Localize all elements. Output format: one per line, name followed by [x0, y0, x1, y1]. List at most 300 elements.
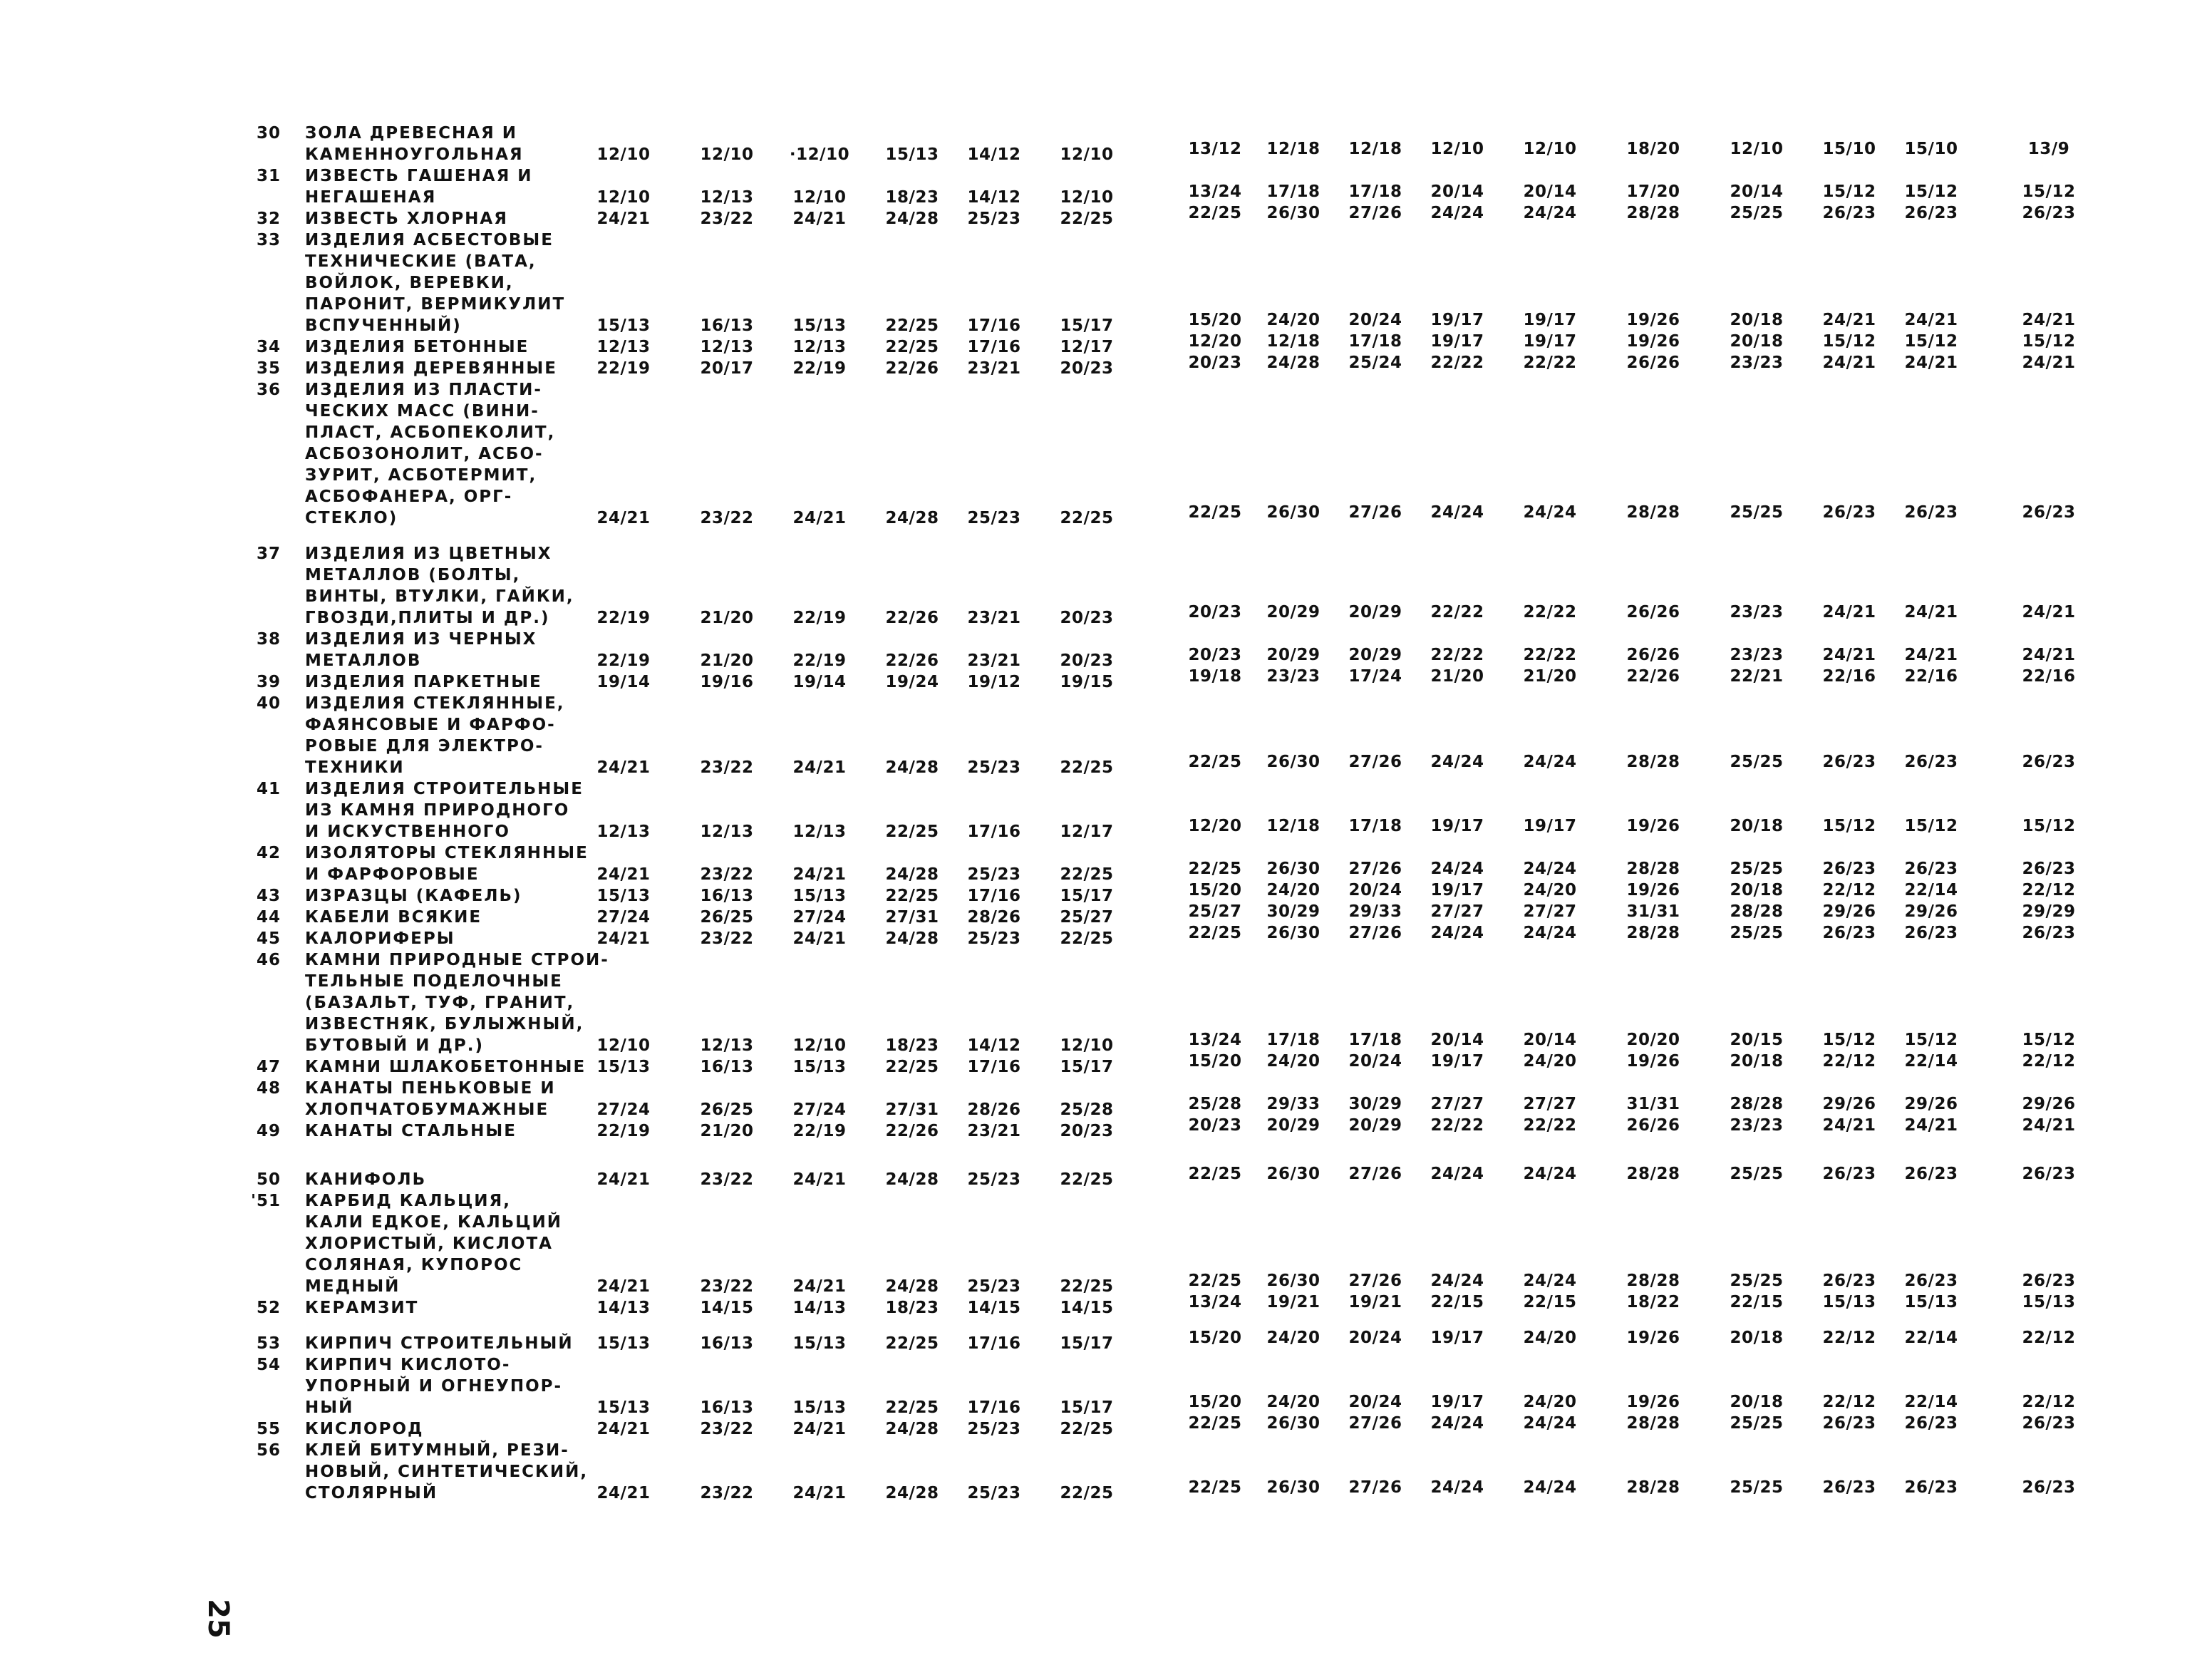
- value-cell: 25/23: [967, 929, 1021, 948]
- value-cell: 28/28: [1626, 753, 1680, 771]
- value-cell: 22/22: [1430, 354, 1484, 372]
- value-cell: 28/28: [1626, 860, 1680, 878]
- value-cell: 26/23: [1904, 1478, 1958, 1497]
- value-cell: 22/25: [885, 823, 939, 841]
- value-cell: 22/22: [1523, 646, 1577, 664]
- row-name-line: ИЗОЛЯТОРЫ СТЕКЛЯННЫЕ: [305, 844, 589, 862]
- value-cell: 22/21: [1730, 667, 1784, 686]
- value-cell: 25/28: [1060, 1100, 1114, 1119]
- value-cell: 24/21: [596, 1170, 651, 1189]
- row-name-line: НЕГАШЕНАЯ: [305, 188, 437, 207]
- value-cell: 19/18: [1188, 667, 1242, 686]
- row-name-line: КИСЛОРОД: [305, 1420, 424, 1438]
- value-cell: 22/25: [1188, 753, 1242, 771]
- value-cell: 26/23: [1822, 1478, 1876, 1497]
- value-cell: 15/12: [2022, 332, 2076, 351]
- value-cell: 20/23: [1188, 646, 1242, 664]
- row-number: 53: [256, 1334, 281, 1353]
- row-name-line: КАНИФОЛЬ: [305, 1170, 427, 1189]
- value-cell: 25/27: [1188, 902, 1242, 921]
- value-cell: 22/16: [2022, 667, 2076, 686]
- value-cell: 24/28: [885, 1420, 939, 1438]
- value-cell: 15/13: [596, 1334, 651, 1353]
- value-cell: 22/19: [596, 1122, 651, 1140]
- value-cell: 24/24: [1430, 753, 1484, 771]
- value-cell: 14/15: [967, 1299, 1021, 1317]
- value-cell: 28/28: [1730, 902, 1784, 921]
- value-cell: 15/13: [792, 1398, 847, 1417]
- row-name-line: ЗОЛА ДРЕВЕСНАЯ И: [305, 124, 517, 143]
- value-cell: 22/15: [1430, 1293, 1484, 1311]
- row-number: 31: [256, 167, 281, 185]
- value-cell: 12/10: [1060, 1036, 1114, 1055]
- value-cell: 12/10: [596, 1036, 651, 1055]
- value-cell: 19/12: [967, 673, 1021, 691]
- value-cell: 22/25: [885, 316, 939, 335]
- value-cell: 15/20: [1188, 1052, 1242, 1071]
- value-cell: 25/27: [1060, 908, 1114, 927]
- value-cell: 27/24: [596, 908, 651, 927]
- value-cell: 26/23: [1904, 860, 1958, 878]
- value-cell: 22/25: [1060, 865, 1114, 884]
- value-cell: 26/26: [1626, 354, 1680, 372]
- row-name-line: ИЗДЕЛИЯ ПАРКЕТНЫЕ: [305, 673, 542, 691]
- value-cell: 17/18: [1266, 182, 1321, 201]
- value-cell: 22/25: [1188, 1165, 1242, 1183]
- row-name-line: КАМНИ ШЛАКОБЕТОННЫЕ: [305, 1058, 586, 1076]
- value-cell: 17/24: [1348, 667, 1402, 686]
- page-number: 25: [201, 1599, 234, 1639]
- value-cell: 22/26: [885, 359, 939, 378]
- value-cell: 15/17: [1060, 1334, 1114, 1353]
- value-cell: 22/15: [1523, 1293, 1577, 1311]
- value-cell: 15/13: [596, 887, 651, 905]
- value-cell: 24/21: [596, 758, 651, 777]
- value-cell: 22/25: [1060, 758, 1114, 777]
- row-name-line: КАБЕЛИ ВСЯКИЕ: [305, 908, 482, 927]
- value-cell: 20/29: [1266, 1116, 1321, 1135]
- value-cell: 24/28: [885, 758, 939, 777]
- value-cell: 17/18: [1348, 332, 1402, 351]
- row-number: 33: [256, 231, 281, 249]
- value-cell: 22/19: [792, 609, 847, 627]
- value-cell: 16/13: [700, 1058, 754, 1076]
- row-name-line: СТОЛЯРНЫЙ: [305, 1484, 438, 1502]
- value-cell: 22/25: [1188, 503, 1242, 522]
- value-cell: 15/13: [596, 1398, 651, 1417]
- value-cell: 25/25: [1730, 924, 1784, 942]
- value-cell: 24/28: [885, 1484, 939, 1502]
- value-cell: 26/26: [1626, 1116, 1680, 1135]
- value-cell: 26/23: [1822, 1414, 1876, 1433]
- value-cell: 21/20: [700, 651, 754, 670]
- value-cell: 22/25: [1188, 860, 1242, 878]
- row-name-line: ВИНТЫ, ВТУЛКИ, ГАЙКИ,: [305, 587, 574, 606]
- value-cell: 17/18: [1348, 182, 1402, 201]
- value-cell: 20/23: [1060, 359, 1114, 378]
- value-cell: 12/10: [792, 188, 847, 207]
- value-cell: 20/24: [1348, 1329, 1402, 1347]
- row-name-line: КАЛОРИФЕРЫ: [305, 929, 455, 948]
- value-cell: 18/23: [885, 1036, 939, 1055]
- value-cell: 25/25: [1730, 503, 1784, 522]
- row-name-line: СОЛЯНАЯ, КУПОРОС: [305, 1256, 523, 1274]
- value-cell: 26/26: [1626, 603, 1680, 622]
- value-cell: 20/14: [1523, 182, 1577, 201]
- value-cell: 27/26: [1348, 503, 1402, 522]
- value-cell: 15/13: [596, 1058, 651, 1076]
- value-cell: 17/18: [1266, 1031, 1321, 1049]
- value-cell: 24/21: [1904, 646, 1958, 664]
- value-cell: 24/21: [1904, 1116, 1958, 1135]
- value-cell: 24/20: [1523, 1052, 1577, 1071]
- value-cell: 15/17: [1060, 1058, 1114, 1076]
- value-cell: 26/23: [1904, 753, 1958, 771]
- value-cell: 28/26: [967, 908, 1021, 927]
- value-cell: 24/24: [1523, 1272, 1577, 1290]
- row-name-line: ИЗРАЗЦЫ (КАФЕЛЬ): [305, 887, 522, 905]
- value-cell: 24/24: [1430, 1478, 1484, 1497]
- value-cell: 24/28: [885, 865, 939, 884]
- value-cell: 15/17: [1060, 316, 1114, 335]
- value-cell: 12/10: [700, 145, 754, 164]
- value-cell: 21/20: [700, 1122, 754, 1140]
- value-cell: 26/23: [1904, 503, 1958, 522]
- value-cell: 26/23: [2022, 924, 2076, 942]
- row-number: 34: [256, 338, 281, 356]
- value-cell: 17/16: [967, 1334, 1021, 1353]
- row-name-line: КАЛИ ЕДКОЕ, КАЛЬЦИЙ: [305, 1213, 563, 1232]
- value-cell: 25/23: [967, 865, 1021, 884]
- value-cell: 24/21: [596, 1277, 651, 1296]
- value-cell: 22/25: [1060, 1484, 1114, 1502]
- value-cell: 28/28: [1730, 1095, 1784, 1113]
- value-cell: 12/13: [792, 338, 847, 356]
- row-number: 40: [256, 694, 281, 713]
- row-name-line: АСБОЗОНОЛИТ, АСБО-: [305, 445, 544, 463]
- value-cell: 22/12: [2022, 1393, 2076, 1411]
- value-cell: 23/21: [967, 651, 1021, 670]
- row-name-line: СТЕКЛО): [305, 509, 398, 527]
- value-cell: 26/30: [1266, 503, 1321, 522]
- value-cell: 28/28: [1626, 924, 1680, 942]
- value-cell: 12/18: [1266, 332, 1321, 351]
- value-cell: 24/21: [2022, 311, 2076, 329]
- value-cell: 24/21: [792, 865, 847, 884]
- value-cell: 24/21: [2022, 354, 2076, 372]
- value-cell: 20/18: [1730, 332, 1784, 351]
- value-cell: 26/26: [1626, 646, 1680, 664]
- value-cell: 20/23: [1060, 1122, 1114, 1140]
- value-cell: 20/29: [1348, 646, 1402, 664]
- value-cell: 28/28: [1626, 1165, 1680, 1183]
- value-cell: 22/25: [1060, 509, 1114, 527]
- row-number: 50: [256, 1170, 281, 1189]
- value-cell: 22/15: [1730, 1293, 1784, 1311]
- row-name-line: ВСПУЧЕННЫЙ): [305, 316, 462, 335]
- value-cell: 25/23: [967, 1277, 1021, 1296]
- value-cell: 24/24: [1523, 860, 1577, 878]
- value-cell: 26/23: [1904, 1165, 1958, 1183]
- value-cell: 23/22: [700, 1170, 754, 1189]
- value-cell: 15/12: [1822, 182, 1876, 201]
- value-cell: 24/21: [596, 210, 651, 228]
- row-number: 32: [256, 210, 281, 228]
- value-cell: 29/26: [2022, 1095, 2076, 1113]
- value-cell: 19/21: [1266, 1293, 1321, 1311]
- row-name-line: КАМЕННОУГОЛЬНАЯ: [305, 145, 524, 164]
- value-cell: 27/27: [1430, 902, 1484, 921]
- value-cell: 27/26: [1348, 1414, 1402, 1433]
- value-cell: 22/25: [885, 1334, 939, 1353]
- row-name-line: КАНАТЫ ПЕНЬКОВЫЕ И: [305, 1079, 556, 1098]
- value-cell: 27/26: [1348, 1478, 1402, 1497]
- row-number: 52: [256, 1299, 281, 1317]
- value-cell: 23/22: [700, 929, 754, 948]
- value-cell: 15/12: [1822, 332, 1876, 351]
- value-cell: 16/13: [700, 1398, 754, 1417]
- value-cell: 15/13: [792, 1058, 847, 1076]
- value-cell: 25/24: [1348, 354, 1402, 372]
- value-cell: 21/20: [1523, 667, 1577, 686]
- value-cell: 25/25: [1730, 1478, 1784, 1497]
- value-cell: 24/21: [2022, 1116, 2076, 1135]
- value-cell: 26/23: [2022, 1414, 2076, 1433]
- value-cell: 24/21: [792, 1170, 847, 1189]
- value-cell: 22/12: [2022, 1329, 2076, 1347]
- value-cell: 24/24: [1523, 1478, 1577, 1497]
- value-cell: 26/23: [1822, 1272, 1876, 1290]
- value-cell: 12/18: [1266, 140, 1321, 158]
- row-name-line: КИРПИЧ СТРОИТЕЛЬНЫЙ: [305, 1334, 574, 1353]
- value-cell: 15/20: [1188, 881, 1242, 899]
- value-cell: 17/16: [967, 823, 1021, 841]
- row-number: 36: [256, 381, 281, 399]
- row-name-line: ИЗДЕЛИЯ ИЗ ПЛАСТИ-: [305, 381, 542, 399]
- row-name-line: ПАРОНИТ, ВЕРМИКУЛИТ: [305, 295, 566, 314]
- value-cell: 26/30: [1266, 924, 1321, 942]
- value-cell: 24/21: [2022, 646, 2076, 664]
- value-cell: 25/25: [1730, 1272, 1784, 1290]
- value-cell: 29/26: [1822, 902, 1876, 921]
- value-cell: 22/19: [792, 651, 847, 670]
- value-cell: ·12/10: [789, 145, 850, 164]
- value-cell: 20/17: [700, 359, 754, 378]
- value-cell: 24/24: [1430, 1414, 1484, 1433]
- value-cell: 20/14: [1430, 182, 1484, 201]
- row-number: 42: [256, 844, 281, 862]
- value-cell: 24/21: [1822, 311, 1876, 329]
- value-cell: 30/29: [1266, 902, 1321, 921]
- value-cell: 19/16: [700, 673, 754, 691]
- value-cell: 24/24: [1523, 753, 1577, 771]
- value-cell: 19/17: [1430, 881, 1484, 899]
- row-name-line: ТЕХНИЧЕСКИЕ (ВАТА,: [305, 252, 537, 271]
- value-cell: 15/13: [792, 1334, 847, 1353]
- value-cell: 15/13: [792, 887, 847, 905]
- value-cell: 26/25: [700, 1100, 754, 1119]
- value-cell: 24/20: [1266, 881, 1321, 899]
- value-cell: 14/13: [596, 1299, 651, 1317]
- value-cell: 19/14: [792, 673, 847, 691]
- value-cell: 22/16: [1822, 667, 1876, 686]
- value-cell: 15/13: [1822, 1293, 1876, 1311]
- row-name-line: МЕТАЛЛОВ (БОЛТЫ,: [305, 566, 521, 584]
- value-cell: 15/13: [596, 316, 651, 335]
- value-cell: 23/22: [700, 509, 754, 527]
- value-cell: 15/20: [1188, 1393, 1242, 1411]
- value-cell: 24/21: [1904, 603, 1958, 622]
- value-cell: 26/23: [1822, 753, 1876, 771]
- value-cell: 15/12: [1904, 1031, 1958, 1049]
- value-cell: 24/24: [1430, 1165, 1484, 1183]
- value-cell: 28/28: [1626, 1414, 1680, 1433]
- value-cell: 29/33: [1266, 1095, 1321, 1113]
- value-cell: 15/10: [1822, 140, 1876, 158]
- value-cell: 15/12: [1822, 1031, 1876, 1049]
- row-name-line: ИЗДЕЛИЯ АСБЕСТОВЫЕ: [305, 231, 554, 249]
- value-cell: 18/23: [885, 1299, 939, 1317]
- value-cell: 15/17: [1060, 1398, 1114, 1417]
- row-number: 41: [256, 780, 281, 798]
- value-cell: 22/14: [1904, 1052, 1958, 1071]
- value-cell: 24/21: [792, 1277, 847, 1296]
- value-cell: 29/26: [1822, 1095, 1876, 1113]
- value-cell: 19/21: [1348, 1293, 1402, 1311]
- row-name-line: НОВЫЙ, СИНТЕТИЧЕСКИЙ,: [305, 1463, 589, 1481]
- value-cell: 12/17: [1060, 338, 1114, 356]
- row-name-line: ИЗДЕЛИЯ ИЗ ЦВЕТНЫХ: [305, 545, 552, 563]
- value-cell: 14/15: [1060, 1299, 1114, 1317]
- value-cell: 24/20: [1523, 881, 1577, 899]
- value-cell: 22/25: [1188, 1272, 1242, 1290]
- value-cell: 19/26: [1626, 332, 1680, 351]
- row-number: 37: [256, 545, 281, 563]
- value-cell: 26/23: [1822, 924, 1876, 942]
- value-cell: 12/10: [1730, 140, 1784, 158]
- value-cell: 27/24: [596, 1100, 651, 1119]
- value-cell: 12/13: [792, 823, 847, 841]
- value-cell: 22/25: [1060, 1420, 1114, 1438]
- value-cell: 26/30: [1266, 1478, 1321, 1497]
- row-name-line: ИЗВЕСТЬ ХЛОРНАЯ: [305, 210, 508, 228]
- value-cell: 19/17: [1430, 1329, 1484, 1347]
- value-cell: 14/12: [967, 188, 1021, 207]
- value-cell: 24/20: [1266, 1052, 1321, 1071]
- row-name-line: ИЗДЕЛИЯ СТРОИТЕЛЬНЫЕ: [305, 780, 584, 798]
- value-cell: 20/18: [1730, 311, 1784, 329]
- value-cell: 18/23: [885, 188, 939, 207]
- value-cell: 26/30: [1266, 1414, 1321, 1433]
- value-cell: 15/13: [792, 316, 847, 335]
- value-cell: 26/23: [2022, 1478, 2076, 1497]
- value-cell: 24/21: [1822, 354, 1876, 372]
- value-cell: 23/22: [700, 758, 754, 777]
- value-cell: 27/26: [1348, 1165, 1402, 1183]
- value-cell: 31/31: [1626, 902, 1680, 921]
- value-cell: 20/29: [1348, 1116, 1402, 1135]
- value-cell: 24/21: [596, 929, 651, 948]
- value-cell: 17/16: [967, 338, 1021, 356]
- row-name-line: АСБОФАНЕРА, ОРГ-: [305, 488, 513, 506]
- value-cell: 24/21: [1822, 603, 1876, 622]
- value-cell: 27/27: [1523, 902, 1577, 921]
- value-cell: 16/13: [700, 887, 754, 905]
- value-cell: 24/24: [1430, 204, 1484, 222]
- value-cell: 15/12: [1904, 817, 1958, 835]
- value-cell: 20/14: [1523, 1031, 1577, 1049]
- value-cell: 14/15: [700, 1299, 754, 1317]
- value-cell: 25/23: [967, 509, 1021, 527]
- value-cell: 22/25: [885, 1058, 939, 1076]
- value-cell: 19/26: [1626, 1393, 1680, 1411]
- value-cell: 27/26: [1348, 753, 1402, 771]
- value-cell: 23/22: [700, 1484, 754, 1502]
- value-cell: 22/22: [1430, 603, 1484, 622]
- value-cell: 28/28: [1626, 204, 1680, 222]
- row-number: 48: [256, 1079, 281, 1098]
- value-cell: 28/28: [1626, 503, 1680, 522]
- value-cell: 27/26: [1348, 860, 1402, 878]
- value-cell: 12/13: [596, 823, 651, 841]
- value-cell: 22/22: [1430, 1116, 1484, 1135]
- row-name-line: ТЕЛЬНЫЕ ПОДЕЛОЧНЫЕ: [305, 972, 563, 991]
- value-cell: 18/22: [1626, 1293, 1680, 1311]
- value-cell: 19/17: [1523, 817, 1577, 835]
- value-cell: 25/25: [1730, 1165, 1784, 1183]
- value-cell: 25/25: [1730, 204, 1784, 222]
- row-number: 35: [256, 359, 281, 378]
- row-name-line: КИРПИЧ КИСЛОТО-: [305, 1356, 511, 1374]
- value-cell: 26/30: [1266, 1272, 1321, 1290]
- value-cell: 17/20: [1626, 182, 1680, 201]
- value-cell: 23/22: [700, 1277, 754, 1296]
- value-cell: 20/23: [1188, 354, 1242, 372]
- value-cell: 25/25: [1730, 753, 1784, 771]
- value-cell: 22/26: [1626, 667, 1680, 686]
- value-cell: 24/21: [1822, 646, 1876, 664]
- value-cell: 13/24: [1188, 1031, 1242, 1049]
- value-cell: 22/22: [1523, 603, 1577, 622]
- row-number: 43: [256, 887, 281, 905]
- row-name-line: ХЛОПЧАТОБУМАЖНЫЕ: [305, 1100, 549, 1119]
- value-cell: 21/20: [700, 609, 754, 627]
- value-cell: 22/19: [792, 359, 847, 378]
- row-name-line: ИЗ КАМНЯ ПРИРОДНОГО: [305, 801, 570, 820]
- value-cell: 22/25: [1060, 1277, 1114, 1296]
- value-cell: 25/28: [1188, 1095, 1242, 1113]
- row-number: 49: [256, 1122, 281, 1140]
- value-cell: 22/22: [1430, 646, 1484, 664]
- value-cell: 25/25: [1730, 1414, 1784, 1433]
- row-name-line: БУТОВЫЙ И ДР.): [305, 1036, 484, 1055]
- value-cell: 24/24: [1430, 1272, 1484, 1290]
- value-cell: 22/25: [1060, 929, 1114, 948]
- value-cell: 22/25: [1060, 1170, 1114, 1189]
- value-cell: 24/20: [1266, 1393, 1321, 1411]
- value-cell: 22/26: [885, 1122, 939, 1140]
- row-number: 39: [256, 673, 281, 691]
- value-cell: 24/24: [1523, 1414, 1577, 1433]
- value-cell: 19/17: [1523, 311, 1577, 329]
- value-cell: 12/13: [596, 338, 651, 356]
- value-cell: 17/16: [967, 1058, 1021, 1076]
- value-cell: 15/13: [1904, 1293, 1958, 1311]
- value-cell: 13/12: [1188, 140, 1242, 158]
- value-cell: 24/21: [792, 1420, 847, 1438]
- value-cell: 19/17: [1430, 332, 1484, 351]
- row-name-line: КАМНИ ПРИРОДНЫЕ СТРОИ-: [305, 951, 609, 969]
